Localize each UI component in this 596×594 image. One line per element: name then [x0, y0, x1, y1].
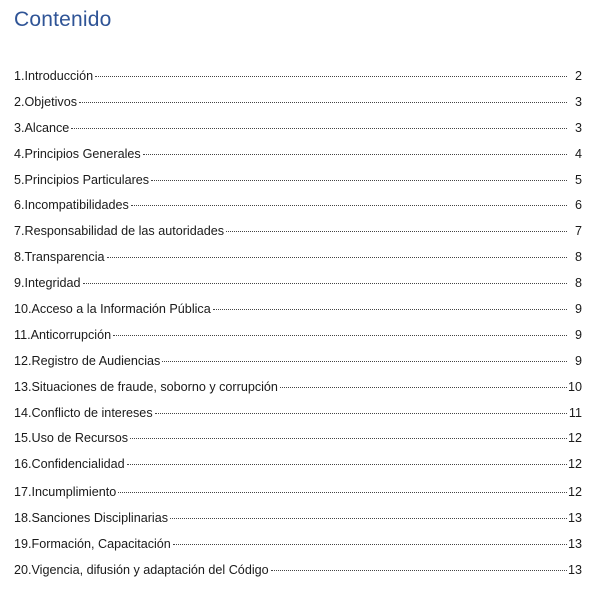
toc-entry[interactable] — [14, 90, 582, 116]
toc-dot-leader — [79, 102, 567, 103]
toc-entry[interactable] — [14, 219, 582, 245]
toc-entry-label[interactable]: 17.Incumplimiento — [14, 485, 117, 500]
toc-dot-leader — [213, 309, 567, 310]
toc-entry[interactable] — [14, 452, 582, 478]
toc-dot-leader — [155, 413, 567, 414]
toc-dot-leader — [226, 231, 567, 232]
toc-entry[interactable] — [14, 426, 582, 452]
toc-page-number[interactable]: 9 — [574, 353, 582, 368]
toc-dot-leader — [271, 570, 567, 571]
toc-entry[interactable] — [14, 375, 582, 401]
toc-entry[interactable] — [14, 323, 582, 349]
toc-entry-label[interactable]: 15.Uso de Recursos — [14, 431, 129, 446]
toc-entry-label[interactable]: 8.Transparencia — [14, 250, 105, 265]
toc-entry[interactable] — [14, 532, 582, 558]
toc-entry[interactable] — [14, 193, 582, 219]
toc-dot-leader — [170, 518, 567, 519]
toc-dot-leader — [151, 180, 567, 181]
toc-entry[interactable] — [14, 558, 582, 584]
toc-page-number[interactable]: 4 — [574, 146, 582, 161]
toc-page-number[interactable]: 2 — [574, 69, 582, 83]
toc-dot-leader — [280, 387, 567, 388]
toc-page-number[interactable]: 11 — [568, 405, 582, 420]
toc-dot-leader — [83, 283, 567, 284]
toc-entry-label[interactable]: 14.Conflicto de intereses — [14, 405, 153, 420]
toc-entry[interactable] — [14, 245, 582, 271]
toc-entry-label[interactable]: 19.Formación, Capacitación — [14, 537, 171, 552]
toc-entry-label[interactable]: 11.Anticorrupción — [14, 327, 112, 342]
toc-dot-leader — [131, 205, 567, 206]
toc-page-number[interactable]: 13 — [567, 537, 582, 552]
toc-page-number[interactable]: 3 — [574, 94, 582, 109]
toc-entry-label[interactable]: 4.Principios Generales — [14, 146, 141, 161]
toc-page-number[interactable]: 10 — [567, 379, 582, 394]
toc-page-number[interactable]: 12 — [567, 485, 582, 500]
toc-entry[interactable] — [14, 297, 582, 323]
toc-entry[interactable] — [14, 349, 582, 375]
toc-page-number[interactable]: 8 — [574, 250, 582, 265]
toc-page-number[interactable]: 6 — [574, 198, 582, 213]
toc-page-number[interactable]: 13 — [567, 562, 582, 577]
toc-page-number[interactable]: 9 — [574, 327, 582, 342]
toc-page-number[interactable]: 12 — [567, 431, 582, 446]
toc-page-number[interactable]: 9 — [574, 302, 582, 317]
toc-entry[interactable] — [14, 168, 582, 194]
toc-title: Contenido — [14, 8, 112, 31]
toc-entry[interactable] — [14, 480, 582, 506]
toc-page-number[interactable]: 7 — [574, 224, 582, 239]
toc-dot-leader — [162, 361, 567, 362]
toc-entry-label[interactable]: 10.Acceso a la Información Pública — [14, 302, 211, 317]
toc-dot-leader — [130, 438, 567, 439]
toc-entry[interactable] — [14, 271, 582, 297]
toc-page-number[interactable]: 5 — [574, 172, 582, 187]
toc-entry-label[interactable]: 1.Introducción — [14, 69, 94, 83]
toc-dot-leader — [95, 76, 567, 77]
toc-entry[interactable] — [14, 142, 582, 168]
toc-entry-label[interactable]: 16.Confidencialidad — [14, 457, 125, 472]
toc-entry-label[interactable]: 20.Vigencia, difusión y adaptación del Código — [14, 562, 269, 577]
toc-page-number[interactable]: 12 — [567, 457, 582, 472]
toc-entry[interactable] — [14, 401, 582, 427]
toc-entry[interactable] — [14, 64, 582, 90]
toc-entry-label[interactable]: 2.Objetivos — [14, 94, 77, 109]
toc-page-number[interactable]: 3 — [574, 120, 582, 135]
toc-dot-leader — [173, 544, 567, 545]
toc-entry-label[interactable]: 13.Situaciones de fraude, soborno y corrupción — [14, 379, 278, 394]
toc-entry-label[interactable]: 6.Incompatibilidades — [14, 198, 129, 213]
toc-entry-label[interactable]: 12.Registro de Audiencias — [14, 353, 161, 368]
toc-dot-leader — [71, 128, 567, 129]
toc-dot-leader — [118, 492, 567, 493]
toc-entry-label[interactable]: 9.Integridad — [14, 276, 81, 291]
toc-dot-leader — [143, 154, 567, 155]
toc-entry-label[interactable]: 3.Alcance — [14, 120, 70, 135]
toc-entry-label[interactable]: 5.Principios Particulares — [14, 172, 150, 187]
table-of-contents — [14, 64, 582, 584]
toc-dot-leader — [107, 257, 567, 258]
toc-page-number[interactable]: 8 — [574, 276, 582, 291]
toc-entry-label[interactable]: 7.Responsabilidad de las autoridades — [14, 224, 225, 239]
toc-page-number[interactable]: 13 — [567, 511, 582, 526]
toc-entry[interactable] — [14, 116, 582, 142]
toc-dot-leader — [127, 464, 567, 465]
toc-entry-label[interactable]: 18.Sanciones Disciplinarias — [14, 511, 169, 526]
toc-entry[interactable] — [14, 506, 582, 532]
toc-dot-leader — [113, 335, 567, 336]
